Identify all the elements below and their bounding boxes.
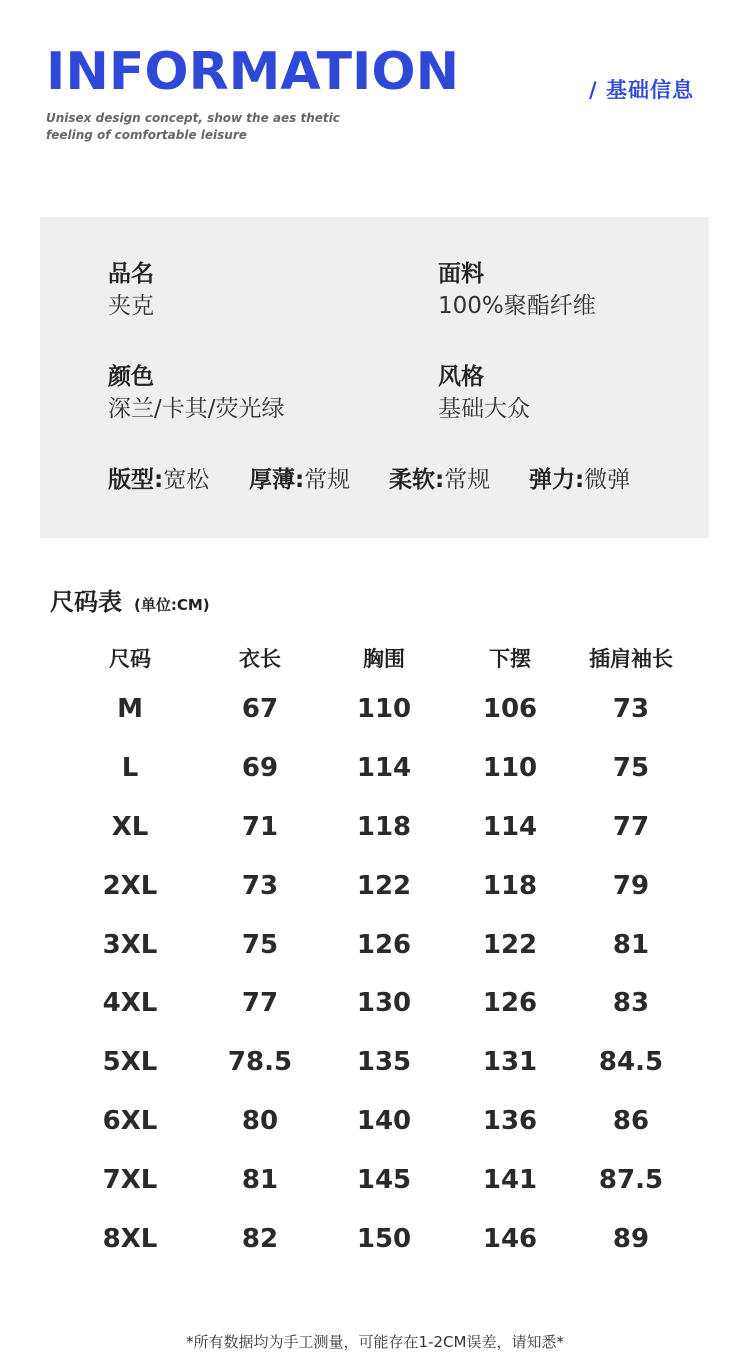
attribute-label: 厚薄: (249, 466, 305, 493)
cell-sleeve: 73 (612, 694, 650, 725)
cell-length: 73 (241, 870, 279, 901)
cell-chest: 118 (356, 811, 412, 842)
cell-size: 5XL (102, 1047, 158, 1078)
table-body (60, 680, 700, 1268)
cell-sleeve: 84.5 (598, 1047, 664, 1078)
attribute-elasticity (529, 461, 630, 494)
attribute-value: 宽松 (163, 466, 210, 493)
cell-chest: 130 (356, 988, 412, 1019)
cell-chest: 135 (356, 1047, 412, 1078)
cell-hem: 118 (482, 870, 538, 901)
cell-size: 3XL (102, 929, 158, 960)
cell-chest: 126 (356, 929, 412, 960)
table-row (60, 1209, 700, 1268)
color-value: 深兰/卡其/荧光绿 (108, 396, 285, 422)
table-row (60, 1150, 700, 1209)
cell-size: 6XL (102, 1105, 158, 1136)
cell-length: 80 (241, 1105, 279, 1136)
header-right-label: / 基础信息 (589, 78, 694, 102)
cell-hem: 126 (482, 988, 538, 1019)
cell-sleeve: 83 (612, 988, 650, 1019)
cell-hem: 141 (482, 1164, 538, 1195)
cell-hem: 114 (482, 811, 538, 842)
cell-size: 7XL (102, 1164, 158, 1195)
style-label: 风格 (438, 364, 484, 390)
color-label: 颜色 (108, 364, 154, 390)
attribute-row (108, 461, 630, 493)
table-row (60, 739, 700, 798)
attribute-thickness (249, 461, 389, 494)
header-title: INFORMATION (46, 42, 460, 102)
cell-size: 8XL (102, 1223, 158, 1254)
cell-chest: 145 (356, 1164, 412, 1195)
cell-sleeve: 87.5 (598, 1164, 664, 1195)
style-value: 基础大众 (438, 396, 530, 422)
product-name (108, 259, 154, 323)
size-chart-unit: (单位:CM) (134, 596, 210, 614)
attribute-label: 版型: (108, 466, 164, 493)
table-row (60, 915, 700, 974)
table-row (60, 974, 700, 1033)
cell-sleeve: 75 (612, 753, 650, 784)
table-row (60, 798, 700, 857)
cell-length: 81 (241, 1164, 279, 1195)
attribute-label: 弹力: (529, 466, 585, 493)
cell-length: 67 (241, 694, 279, 725)
attribute-softness (389, 461, 529, 494)
cell-size: M (117, 694, 143, 725)
table-row (60, 1033, 700, 1092)
info-panel (40, 217, 709, 538)
cell-chest: 110 (356, 694, 412, 725)
cell-hem: 110 (482, 753, 538, 784)
cell-chest: 140 (356, 1105, 412, 1136)
header-size: 尺码 (109, 647, 151, 671)
table-row (60, 856, 700, 915)
attribute-fit (108, 461, 249, 494)
cell-sleeve: 86 (612, 1105, 650, 1136)
header-subtitle: Unisex design concept, show the aes thetic feeling of comfortable leisure (46, 111, 340, 142)
style-info (438, 362, 530, 426)
cell-hem: 106 (482, 694, 538, 725)
fabric-value: 100%聚酯纤维 (438, 293, 596, 319)
cell-chest: 114 (356, 753, 412, 784)
cell-length: 69 (241, 753, 279, 784)
fabric-label: 面料 (438, 261, 484, 287)
product-name-value: 夹克 (108, 293, 154, 319)
color-info (108, 362, 285, 426)
cell-length: 77 (241, 988, 279, 1019)
cell-sleeve: 77 (612, 811, 650, 842)
cell-hem: 122 (482, 929, 538, 960)
cell-hem: 136 (482, 1105, 538, 1136)
cell-size: 2XL (102, 870, 158, 901)
table-row (60, 680, 700, 739)
attribute-value: 常规 (444, 466, 491, 493)
header-chest: 胸围 (363, 647, 405, 671)
header-length: 衣长 (239, 647, 281, 671)
cell-length: 71 (241, 811, 279, 842)
cell-chest: 150 (356, 1223, 412, 1254)
size-chart-heading: 尺码表 (50, 588, 122, 616)
cell-length: 75 (241, 929, 279, 960)
cell-hem: 131 (482, 1047, 538, 1078)
cell-sleeve: 81 (612, 929, 650, 960)
fabric (438, 259, 596, 323)
attribute-label: 柔软: (389, 466, 445, 493)
cell-chest: 122 (356, 870, 412, 901)
size-chart-title (50, 582, 210, 617)
header-sleeve: 插肩袖长 (589, 647, 673, 671)
cell-size: XL (111, 811, 149, 842)
cell-size: L (121, 753, 139, 784)
cell-sleeve: 79 (612, 870, 650, 901)
cell-length: 78.5 (227, 1047, 293, 1078)
cell-sleeve: 89 (612, 1223, 650, 1254)
product-name-label: 品名 (108, 261, 154, 287)
cell-hem: 146 (482, 1223, 538, 1254)
cell-size: 4XL (102, 988, 158, 1019)
header-hem: 下摆 (489, 647, 531, 671)
table-row (60, 1092, 700, 1151)
attribute-value: 常规 (304, 466, 351, 493)
footnote: *所有数据均为手工测量，可能存在1-2CM误差，请知悉* (186, 1333, 564, 1351)
table-header-row (60, 636, 700, 680)
cell-length: 82 (241, 1223, 279, 1254)
attribute-value: 微弹 (584, 466, 631, 493)
size-table (60, 636, 700, 1268)
